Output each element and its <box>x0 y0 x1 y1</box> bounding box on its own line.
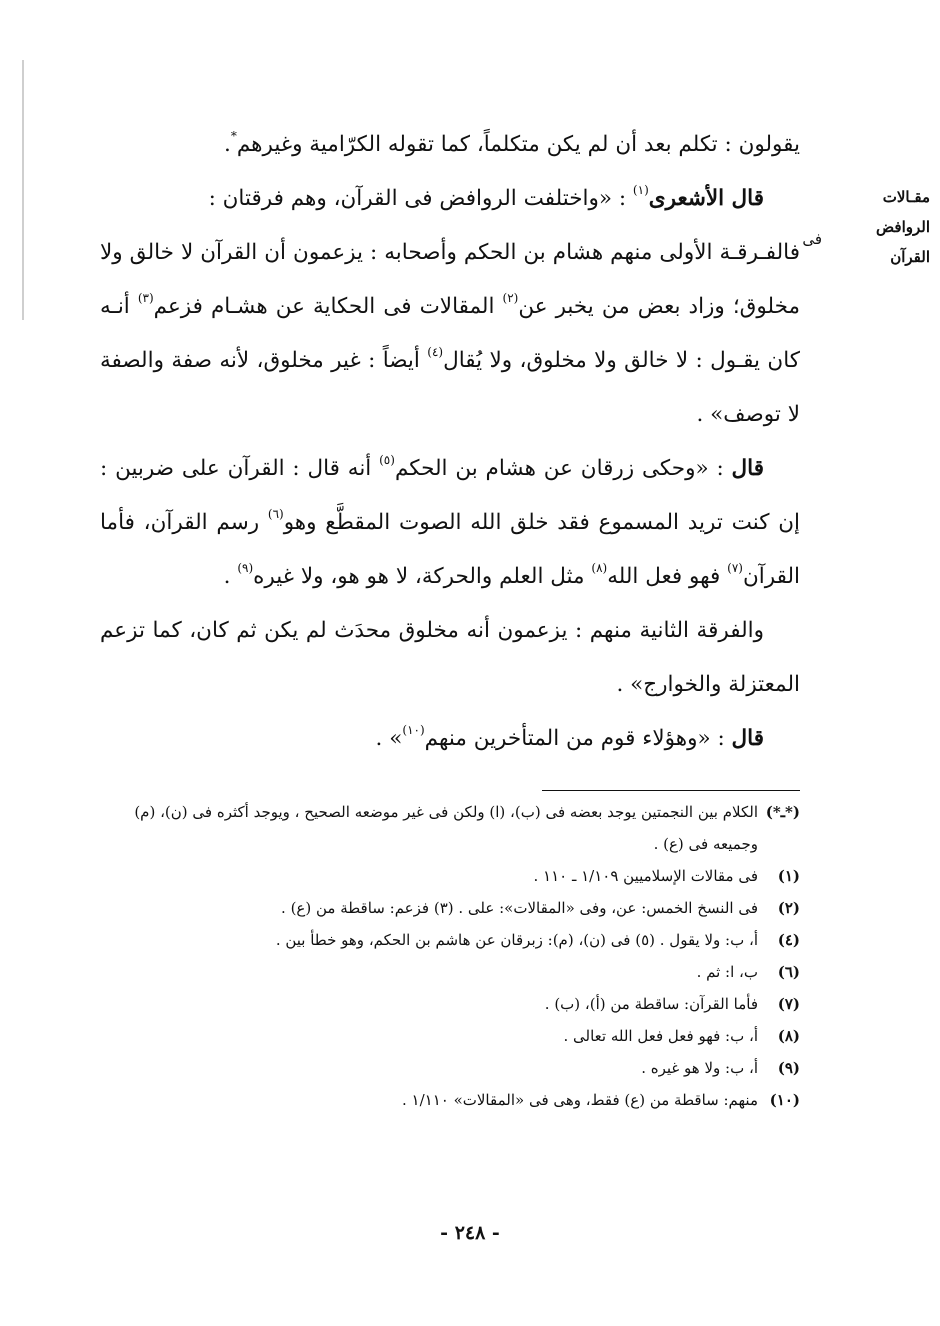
paragraph-6: قال : «وهؤلاء قوم من المتأخرين منهم$^{(١٠)}$» . <box>375 723 764 751</box>
page-number: - ٢٤٨ - <box>440 1222 500 1244</box>
footnote-number: (١٠) <box>769 1091 800 1109</box>
footnote-number: (*ـ*) <box>765 803 800 821</box>
footnotes <box>90 796 800 1116</box>
margin-note <box>802 182 930 272</box>
footnote-ref-4: (٤) <box>427 345 444 359</box>
speaker-label: قال الأشعرى <box>648 186 764 211</box>
paragraph-4: قال : «وحكى زرقان عن هشام بن الحكم$^{(٥)}$ أنه قال : القرآن على ضربين : إن كنت تريد المسموع فقد خلق الله الصوت المقطَّع وهو$^{(٦)}$ رسم القرآن، فأما القرآن$^{(٧)}$ فهو فعل الله$^{(٨)}$ مثل العلم والحركة، لا هو هو، ولا غيره$^{(٩)}$ . <box>100 453 801 589</box>
footnote-ref-3: (٣) <box>137 291 154 305</box>
footnote-text: منهم: ساقطة من (ع) فقط، وهى فى «المقالات» ١/١١٠ . <box>401 1091 758 1109</box>
footnote-ref-8: (٨) <box>591 561 608 575</box>
footnote-number: (٩) <box>777 1059 800 1077</box>
footnote-number: (٧) <box>777 995 800 1013</box>
footnote-text: فأما القرآن: ساقطة من (أ)، (ب) . <box>544 995 758 1013</box>
footnote-8 <box>90 1020 800 1052</box>
footnote-number: (١) <box>777 867 800 885</box>
paragraph-1: يقولون : تكلم بعد أن لم يكن متكلماً، كما تقوله الكرّامية وغيرهم*. <box>223 129 800 157</box>
footnote-text: فى مقالات الإسلاميين ١/١٠٩ ـ ١١٠ . <box>533 867 758 885</box>
footnote-ref-1: (١) <box>632 183 649 197</box>
footnote-9 <box>90 1052 800 1084</box>
footnote-number: (٦) <box>777 963 800 981</box>
footnote-number: (٨) <box>777 1027 800 1045</box>
footnote-star <box>90 796 800 860</box>
footnote-text: الكلام بين النجمتين يوجد بعضه فى (ب)، (ا) ولكن فى غير موضعه الصحيح ، ويوجد أكثره فى (ن)، (م) وجميعه فى (ع) . <box>134 803 758 853</box>
scan-edge-mark <box>22 60 24 320</box>
footnote-number: (٢) <box>777 899 800 917</box>
footnote-ref-5: (٥) <box>379 453 395 467</box>
footnote-text: أ، ب: فهو فعل فعل الله تعالى . <box>563 1027 758 1045</box>
footnote-4 <box>90 924 800 956</box>
footnote-text: ب، ا: ثم . <box>696 963 758 981</box>
footnote-10 <box>90 1084 800 1116</box>
margin-note-line-2: الروافض <box>876 218 930 236</box>
footnote-7 <box>90 988 800 1020</box>
speaker-label: قال <box>731 726 764 751</box>
margin-note-fi: فى <box>802 230 822 248</box>
footnote-text: أ، ب: ولا هو غيره . <box>641 1059 758 1077</box>
footnote-ref-6: (٦) <box>267 507 284 521</box>
margin-note-line-3: القرآن <box>890 248 930 266</box>
footnote-ref-10: (١٠) <box>402 723 425 737</box>
speaker-label: قال <box>731 456 764 481</box>
footnote-number: (٤) <box>777 931 800 949</box>
footnote-ref-2: (٢) <box>502 291 519 305</box>
paragraph-3: فالفـرقـة الأولى منهم هشام بن الحكم وأصحابه : يزعمون أن القرآن لا خالق ولا مخلوق؛ وزاد بعض من يخبر عن$^{(٢)}$ المقالات فى الحكاية عن هشـام فزعم$^{(٣)}$ أنـه كان يقـول : لا خالق ولا مخلوق، ولا يُقال$^{(٤)}$ أيضاً : غير مخلوق، لأنه صفة والصفة لا توصف» . <box>100 240 800 427</box>
asterisk-mark: * <box>230 129 237 143</box>
footnote-2 <box>90 892 800 924</box>
main-text <box>100 118 800 766</box>
footnote-1 <box>90 860 800 892</box>
margin-note-line-1: مقـالات <box>882 188 930 206</box>
paragraph-5: والفرقة الثانية منهم : يزعمون أنه مخلوق محدَث لم يكن ثم كان، كما تزعم المعتزلة والخوارج» . <box>100 618 800 697</box>
footnote-text: أ، ب: ولا يقول . (٥) فى (ن)، (م): زبرقان عن هاشم بن الحكم، وهو خطأ بين . <box>275 931 758 949</box>
footnote-divider <box>542 790 800 791</box>
paragraph-2: قال الأشعرى$^{(١)}$ : «واختلفت الروافض فى القرآن، وهم فرقتان : <box>208 183 764 211</box>
footnote-6 <box>90 956 800 988</box>
footnote-text: فى النسخ الخمس: عن، وفى «المقالات»: على . (٣) فزعم: ساقطة من (ع) . <box>281 899 758 917</box>
footnote-ref-7: (٧) <box>727 561 743 575</box>
footnote-ref-9: (٩) <box>237 561 254 575</box>
